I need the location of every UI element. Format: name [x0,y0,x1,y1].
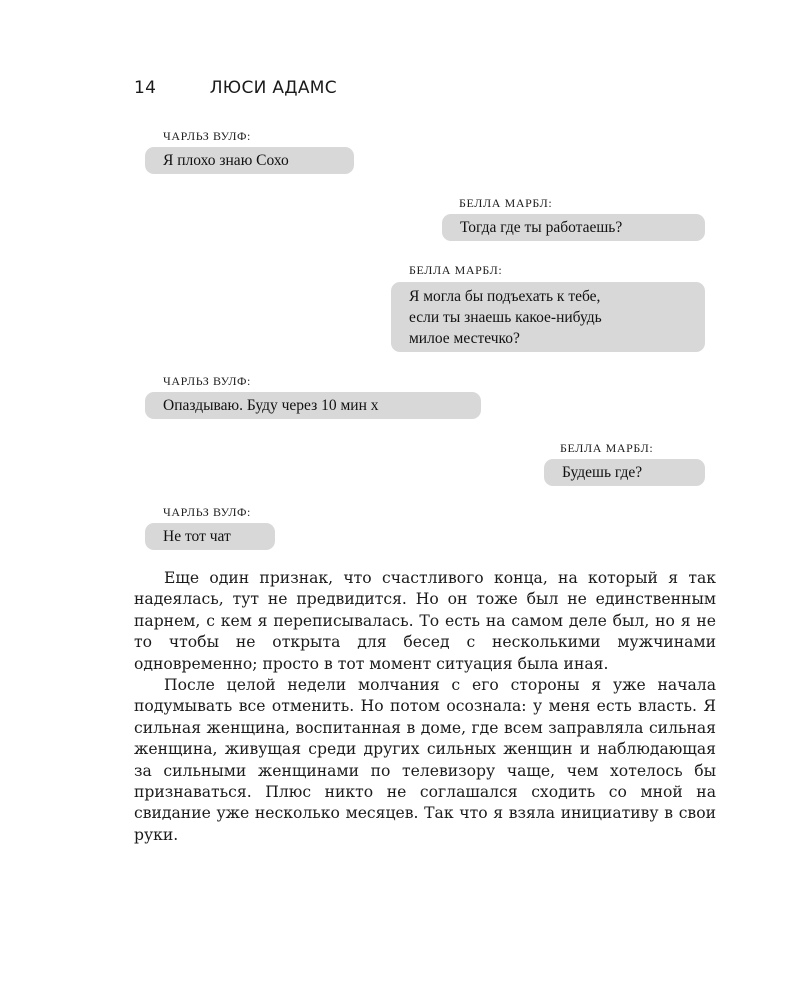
paragraph: Еще один признак, что счастливого конца, на который я так надеялась, тут не предвидится. Но он тоже был не единственным парнем, с кем я переписывалась. То есть на самом деле был, но я не то чтобы не открыта для бесед с несколькими мужчинами одновременно; просто в тот момент ситуация была иная. [134,569,716,673]
message-sender: ЧАРЛЬЗ ВУЛФ: [163,505,251,519]
message-bubble: Будешь где? [544,459,705,486]
message-bubble: Опаздываю. Буду через 10 мин х [145,392,481,419]
message-sender: БЕЛЛА МАРБЛ: [409,263,503,277]
paragraph: После целой недели молчания с его стороны я уже начала подумывать все отменить. Но потом осознала: у меня есть власть. Я сильная женщина, воспитанная в доме, где всем заправляла сильная женщина, живущая среди других сильных женщин и наблюдающая за сильными женщинами по телевизору чаще, чем хотелось бы признаваться. Плюс никто не соглашался сходить со мной на свидание уже несколько месяцев. Так что я взяла инициативу в свои руки. [134,676,716,844]
running-head-author: ЛЮСИ АДАМС [209,78,337,98]
running-header [134,78,337,98]
page-number: 14 [134,78,157,98]
message-sender: БЕЛЛА МАРБЛ: [560,441,654,455]
message-bubble: Тогда где ты работаешь? [442,214,705,241]
message-bubble: Я могла бы подъехать к тебе, если ты знаешь какое-нибудь милое местечко? [391,282,705,352]
message-sender: ЧАРЛЬЗ ВУЛФ: [163,374,251,388]
message-bubble: Не тот чат [145,523,275,550]
body-text [134,568,716,846]
message-sender: БЕЛЛА МАРБЛ: [459,196,553,210]
message-sender: ЧАРЛЬЗ ВУЛФ: [163,129,251,143]
message-bubble: Я плохо знаю Сохо [145,147,354,174]
